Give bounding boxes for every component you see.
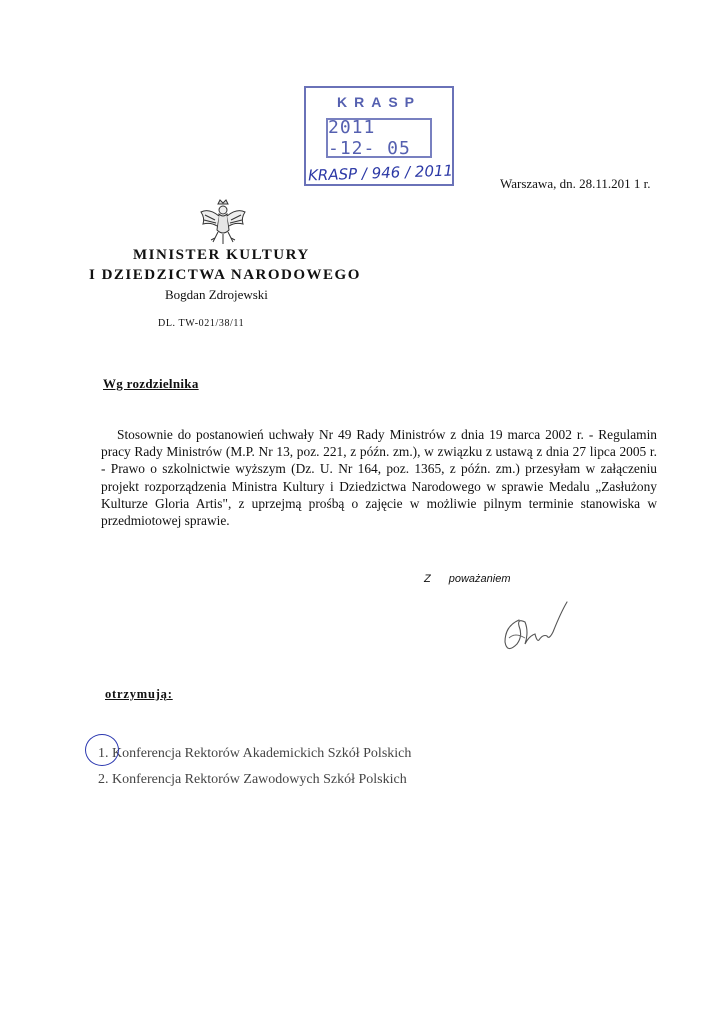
greeting-rest: poważaniem [448,573,511,585]
greeting-z: Z [424,573,431,585]
minister-name: Bogdan Zdrojewski [165,287,268,302]
letter-date: Warszawa, dn. 28.11.201 1 r. [500,176,651,191]
ministry-title-line1: MINISTER KULTURY [133,247,310,263]
stamp-handwritten-reference: KRASP / 946 / 2011 [307,161,454,185]
body-paragraph-text: Stosownie do postanowień uchwały Nr 49 Rady Ministrów z dnia 19 marca 2002 r. - Regulamin pracy Rady Ministrów (M.P. Nr 13, poz. 221, z późn. zm.), w związku z ustawą z dnia 27 lipca 2005 r. - Prawo o szkolnictwie wyższym (Dz. U. Nr 164, poz. 1365, z późn. zm.) przesyłam w załączeniu projekt rozporządzenia Ministra Kultury i Dziedzictwa Narodowego w sprawie Medalu „Zasłużony Kulturze Gloria Artis", z uprzejmą prośbą o zajęcie w możliwie pilnym terminie stanowiska w przedmiotowej sprawie. [101,427,657,529]
letter-body [101,426,657,529]
body-paragraph [101,426,657,529]
handwritten-signature [495,598,575,660]
reference-number: DL. TW-021/38/11 [158,318,245,329]
closing-greeting [424,573,511,585]
recipients-list [98,741,411,793]
addressee-line: Wg rozdzielnika [103,376,199,391]
polish-eagle-icon [197,196,249,248]
stamp-title: KRASP [336,94,421,110]
stamp-date: 2011 -12- 05 [326,118,432,158]
list-item: 1. Konferencja Rektorów Akademickich Szkół Polskich [98,746,412,761]
list-item: 2. Konferencja Rektorów Zawodowych Szkół Polskich [98,772,407,787]
recipients-label: otrzymują: [105,687,173,701]
handwritten-circle-mark [85,734,119,766]
registration-stamp [304,86,454,186]
ministry-title-line2: I DZIEDZICTWA NARODOWEGO [89,267,361,283]
